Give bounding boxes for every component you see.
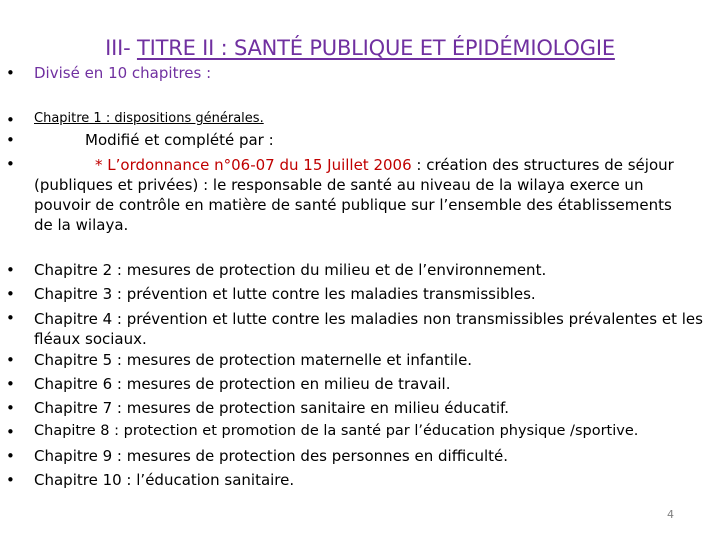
bullet-icon: • — [6, 131, 15, 149]
intro-text: Divisé en 10 chapitres : — [34, 64, 212, 82]
chapter-6-text: Chapitre 6 : mesures de protection en milieu de travail. — [34, 375, 451, 393]
chapter-3-text: Chapitre 3 : prévention et lutte contre les maladies transmissibles. — [34, 285, 536, 303]
bullet-icon: • — [6, 375, 15, 393]
bullet-icon: • — [6, 471, 15, 489]
chapter-4-text: Chapitre 4 : prévention et lutte contre les maladies non transmissibles prévalentes et les fléaux sociaux. — [34, 310, 703, 348]
bullet-icon: • — [6, 64, 15, 82]
chapter-9-text: Chapitre 9 : mesures de protection des personnes en difficulté. — [34, 447, 508, 465]
chapter-5-text: Chapitre 5 : mesures de protection maternelle et infantile. — [34, 351, 473, 369]
bullet-icon: • — [6, 285, 15, 303]
bullet-icon: • — [6, 111, 15, 129]
page-number: 4 — [667, 508, 674, 521]
chapter-1-label: Chapitre 1 : dispositions générales. — [34, 111, 264, 126]
modified-text: Modifié et complété par : — [85, 131, 274, 149]
chapter-10-text: Chapitre 10 : l’éducation sanitaire. — [34, 471, 295, 489]
ordonnance-reference: * L’ordonnance n°06-07 du 15 Juillet 2006 — [95, 156, 412, 174]
slide-title — [0, 36, 720, 60]
chapter-7-text: Chapitre 7 : mesures de protection sanitaire en milieu éducatif. — [34, 399, 510, 417]
chapter-8-text: Chapitre 8 : protection et promotion de la santé par l’éducation physique /sportive. — [34, 423, 639, 439]
bullet-icon: • — [6, 399, 15, 417]
bullet-icon: • — [6, 309, 15, 327]
title-main: TITRE II : SANTÉ PUBLIQUE ET ÉPIDÉMIOLOGIE — [136, 36, 615, 60]
ordonnance-paragraph — [34, 155, 694, 235]
ordonnance-description: : création des structures de séjour (publiques et privées) : le responsable de santé au niveau de la wilaya exerce un pouvoir de contrôle en matière de santé publique sur l’ensemble des établissements de la wilaya. — [34, 156, 674, 234]
bullet-icon: • — [6, 351, 15, 369]
title-prefix: III- — [105, 36, 137, 60]
bullet-icon: • — [6, 155, 15, 173]
chapter-2-text: Chapitre 2 : mesures de protection du milieu et de l’environnement. — [34, 261, 547, 279]
bullet-icon: • — [6, 423, 15, 441]
bullet-icon: • — [6, 261, 15, 279]
bullet-icon: • — [6, 447, 15, 465]
